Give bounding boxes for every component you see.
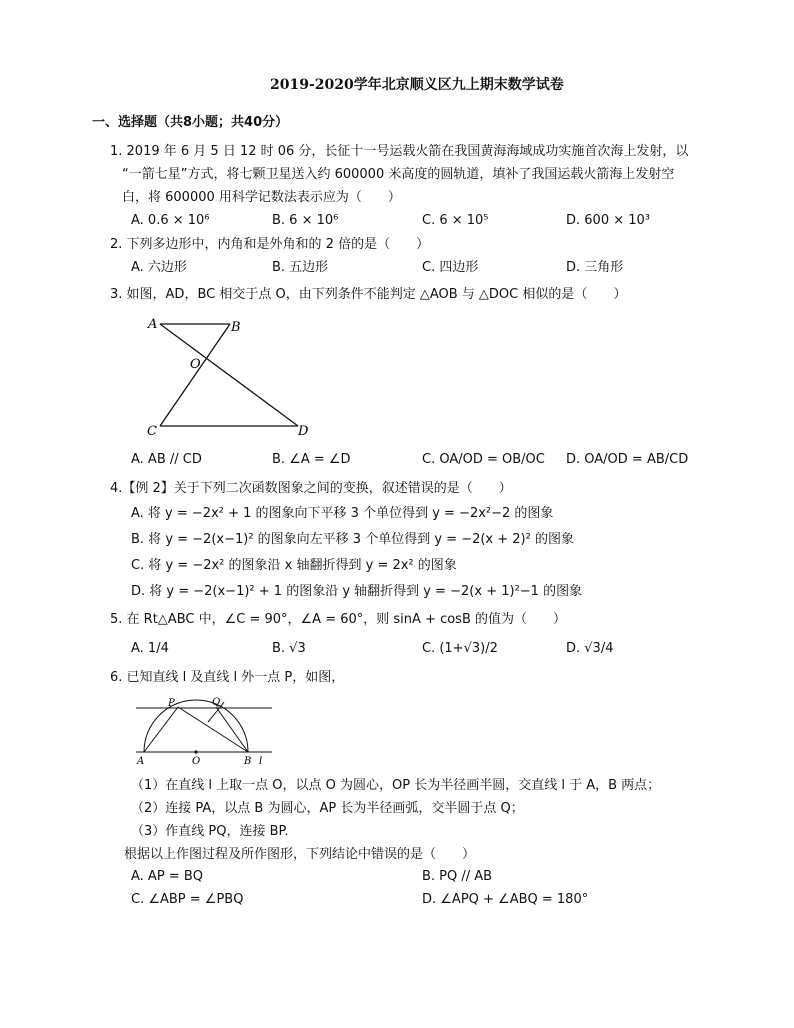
q3-option-c[interactable]: C. OA/OD = OB/OC [422,452,545,467]
q6-prompt: 根据以上作图过程及所作图形，下列结论中错误的是（ ） [124,847,476,862]
q1-line-1: 1. 2019 年 6 月 5 日 12 时 06 分，长征十一号运载火箭在我国黄海海域成功实施首次海上发射，以 [110,144,689,159]
q6-option-a[interactable]: A. AP = BQ [131,869,203,884]
q4-option-c[interactable]: C. 将 y = −2x² 的图象沿 x 轴翻折得到 y = 2x² 的图象 [131,558,457,573]
q6-label-q: Q [212,697,221,708]
q3-label-o: O [190,357,201,372]
q3-option-a[interactable]: A. AB // CD [131,452,202,467]
q6-construction-figure [132,696,276,768]
q6-step-2: （2）连接 PA，以点 B 为圆心，AP 长为半径画弧，交半圆于点 Q； [131,801,524,816]
q3-option-b[interactable]: B. ∠A = ∠D [272,452,351,467]
q1-option-c[interactable]: C. 6 × 10⁵ [422,213,489,228]
q6-label-l: l [259,756,263,767]
q4-option-a[interactable]: A. 将 y = −2x² + 1 的图象向下平移 3 个单位得到 y = −2x²−2 的图象 [131,506,554,521]
section-heading: 一、选择题（共8小题；共40分） [92,115,289,130]
q6-step-3: （3）作直线 PQ，连接 BP. [131,824,289,839]
q6-label-o: O [192,756,201,767]
q1-line-2: “一箭七星”方式，将七颗卫星送入约 600000 米高度的圆轨道，填补了我国运载火箭海上发射空 [122,167,675,182]
q2-stem: 2. 下列多边形中，内角和是外角和的 2 倍的是（ ） [110,237,430,252]
q6-stem: 6. 已知直线 l 及直线 l 外一点 P，如图， [110,670,345,685]
q1-option-b[interactable]: B. 6 × 10⁶ [272,213,339,228]
q1-line-3: 白，将 600000 用科学记数法表示应为（ ） [122,190,401,205]
q5-option-c[interactable]: C. (1+√3)/2 [422,641,498,656]
q5-option-a[interactable]: A. 1/4 [131,641,169,656]
q1-option-a[interactable]: A. 0.6 × 10⁶ [131,213,210,228]
q2-option-c[interactable]: C. 四边形 [422,260,479,275]
q2-option-a[interactable]: A. 六边形 [131,260,187,275]
q3-label-a: A [148,317,158,332]
q1-option-d[interactable]: D. 600 × 10³ [566,213,650,228]
page-title: 2019-2020学年北京顺义区九上期末数学试卷 [270,77,564,93]
q4-option-b[interactable]: B. 将 y = −2(x−1)² 的图象向左平移 3 个单位得到 y = −2(x + 2)² 的图象 [131,532,574,547]
q5-stem: 5. 在 Rt△ABC 中，∠C = 90°，∠A = 60°，则 sinA + cosB 的值为（ ） [110,612,566,627]
q3-label-d: D [298,424,309,438]
q2-option-b[interactable]: B. 五边形 [272,260,329,275]
q6-label-b: B [244,756,252,767]
q3-option-d[interactable]: D. OA/OD = AB/CD [566,452,689,467]
q6-option-d[interactable]: D. ∠APQ + ∠ABQ = 180° [422,892,589,907]
q6-label-a: A [137,756,145,767]
q6-step-1: （1）在直线 l 上取一点 O，以点 O 为圆心，OP 长为半径画半圆，交直线 l 于 A，B 两点； [131,778,661,793]
q5-option-d[interactable]: D. √3/4 [566,641,614,656]
q3-triangle-figure [140,312,320,438]
q3-label-b: B [231,320,241,335]
q6-option-c[interactable]: C. ∠ABP = ∠PBQ [131,892,244,907]
q6-option-b[interactable]: B. PQ // AB [422,869,493,884]
q5-option-b[interactable]: B. √3 [272,641,306,656]
q4-option-d[interactable]: D. 将 y = −2(x−1)² + 1 的图象沿 y 轴翻折得到 y = −2(x + 1)²−1 的图象 [131,584,583,599]
q6-label-p: P [168,698,175,709]
q3-label-c: C [147,424,157,438]
q3-stem: 3. 如图，AD，BC 相交于点 O，由下列条件不能判定 △AOB 与 △DOC 相似的是（ ） [110,287,627,302]
q2-option-d[interactable]: D. 三角形 [566,260,624,275]
q4-stem: 4.【例 2】关于下列二次函数图象之间的变换，叙述错误的是（ ） [110,481,512,496]
